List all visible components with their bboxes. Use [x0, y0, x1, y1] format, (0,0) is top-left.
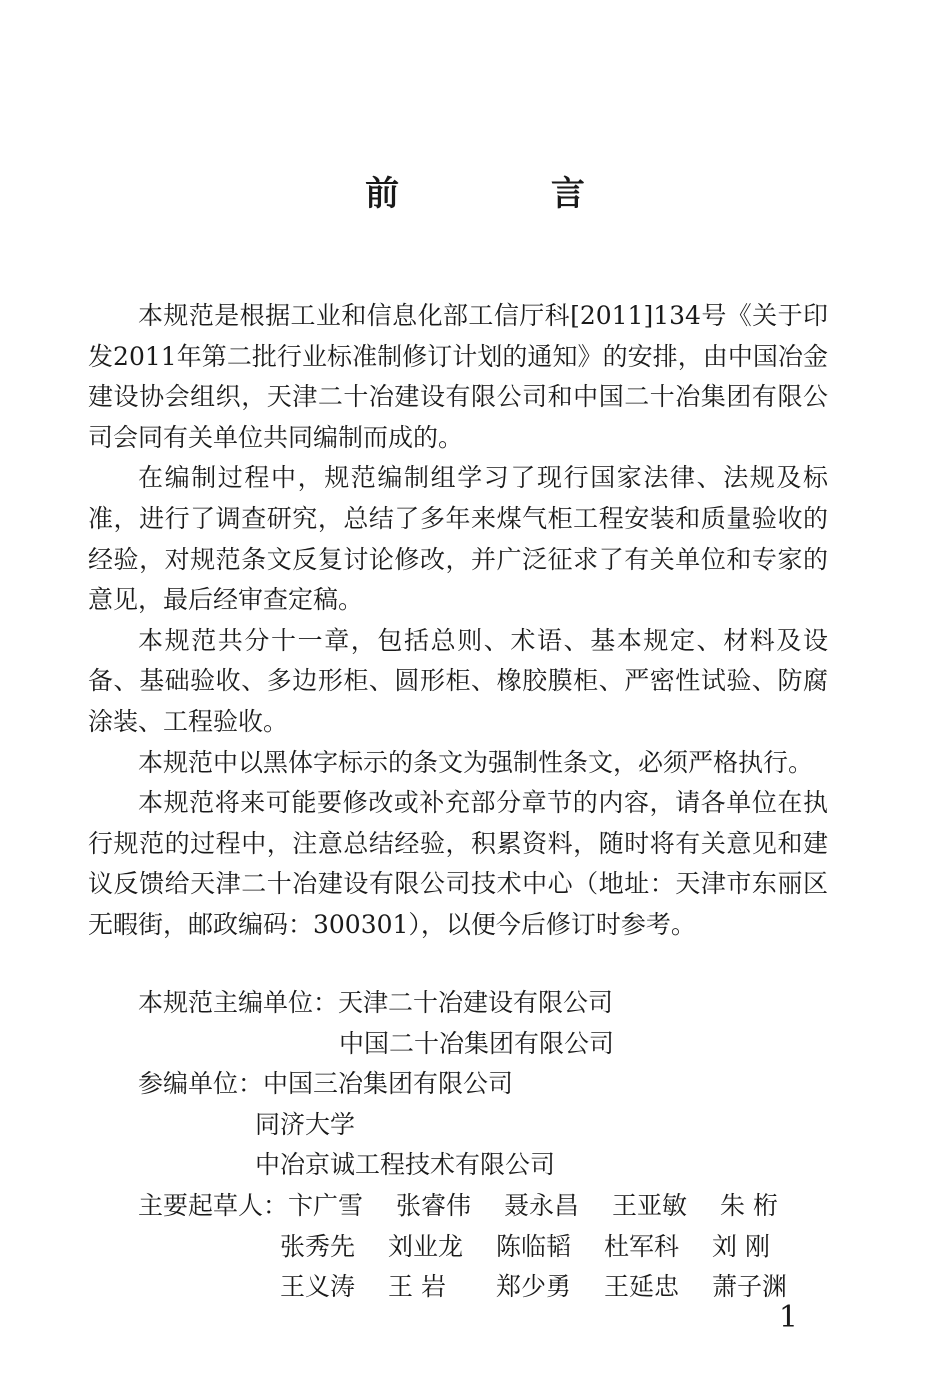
credits-section	[138, 983, 838, 1308]
drafter-names	[280, 1267, 820, 1308]
drafter-name: 王亚敏	[612, 1190, 688, 1220]
drafter-name: 刘 刚	[712, 1231, 770, 1261]
drafters-row-2	[138, 1227, 838, 1268]
drafter-name: 卞广雪	[288, 1190, 364, 1220]
drafter-name: 刘业龙	[388, 1231, 464, 1261]
drafters-row-1	[138, 1186, 838, 1227]
preface-body	[88, 296, 828, 946]
drafter-names	[288, 1186, 828, 1227]
paragraph-process: 在编制过程中，规范编制组学习了现行国家法律、法规及标准，进行了调查研究，总结了多年来煤气柜工程安装和质量验收的经验，对规范条文反复讨论修改，并广泛征求了有关单位和专家的意见，最后经审查定稿。	[88, 463, 828, 615]
drafters-label: 主要起草人：	[138, 1190, 289, 1220]
page-title: 前 言	[365, 174, 655, 214]
drafter-name: 郑少勇	[496, 1272, 572, 1302]
drafter-name: 王延忠	[604, 1272, 680, 1302]
chief-editor-row	[138, 983, 838, 1024]
drafter-name: 萧子渊	[712, 1272, 788, 1302]
chief-editor-unit: 中国二十冶集团有限公司	[339, 1028, 615, 1058]
paragraph-feedback: 本规范将来可能要修改或补充部分章节的内容，请各单位在执行规范的过程中，注意总结经验，积累资料，随时将有关意见和建议反馈给天津二十冶建设有限公司技术中心（地址：天津市东丽区无暇街，邮政编码：300301），以便今后修订时参考。	[88, 788, 828, 939]
participating-unit: 中国三冶集团有限公司	[263, 1069, 514, 1099]
drafter-names	[280, 1227, 820, 1268]
participating-unit: 同济大学	[255, 1109, 356, 1139]
drafter-name: 杜军科	[604, 1231, 680, 1261]
drafters-row-3	[138, 1267, 838, 1308]
participating-row-3	[138, 1145, 838, 1186]
drafter-name: 朱 桁	[720, 1190, 778, 1220]
participating-label: 参编单位：	[138, 1069, 264, 1099]
chief-editor-label: 本规范主编单位：	[138, 988, 339, 1017]
drafter-name: 王义涛	[280, 1272, 356, 1302]
page-number: 1	[778, 1300, 798, 1335]
participating-row-2	[138, 1105, 838, 1146]
drafter-name: 张睿伟	[396, 1190, 472, 1220]
paragraph-basis: 本规范是根据工业和信息化部工信厅科[2011]134号《关于印发2011年第二批行业标准制修订计划的通知》的安排，由中国冶金建设协会组织，天津二十冶建设有限公司和中国二十冶集团有限公司会同有关单位共同编制而成的。	[88, 301, 828, 452]
chief-editor-unit: 天津二十冶建设有限公司	[338, 988, 614, 1017]
drafter-name: 张秀先	[280, 1231, 356, 1261]
drafter-name: 王 岩	[388, 1272, 446, 1302]
participating-row	[138, 1064, 838, 1105]
drafter-name: 聂永昌	[504, 1190, 580, 1220]
chief-editor-row-2	[138, 1024, 838, 1065]
paragraph-mandatory: 本规范中以黑体字标示的条文为强制性条文，必须严格执行。	[138, 747, 814, 777]
participating-unit: 中冶京诚工程技术有限公司	[255, 1150, 556, 1180]
drafter-name: 陈临韬	[496, 1231, 572, 1261]
paragraph-chapters: 本规范共分十一章，包括总则、术语、基本规定、材料及设备、基础验收、多边形柜、圆形柜、橡胶膜柜、严密性试验、防腐涂装、工程验收。	[88, 625, 828, 736]
